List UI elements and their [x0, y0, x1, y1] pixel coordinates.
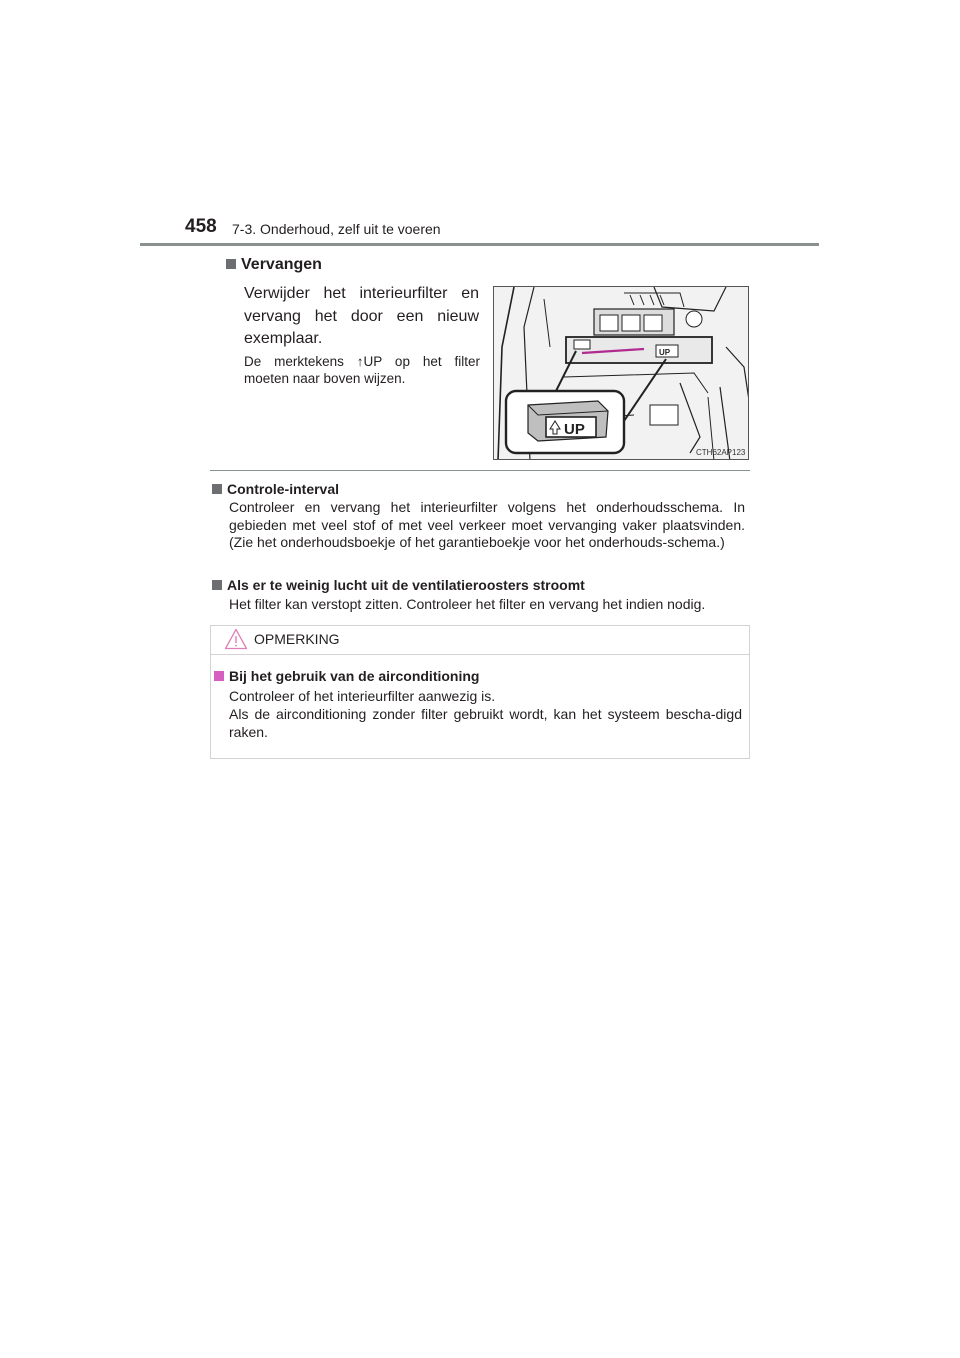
header-rule — [140, 243, 819, 246]
bullet-square-icon — [214, 671, 224, 681]
low-airflow-heading — [212, 577, 585, 593]
cabin-filter-illustration — [493, 286, 749, 460]
warning-triangle-icon — [224, 628, 248, 650]
cabin-filter-drawing — [494, 287, 749, 460]
bullet-square-icon — [212, 580, 222, 590]
bullet-square-icon — [212, 484, 222, 494]
image-code: CTH62AP123 — [696, 448, 746, 457]
check-interval-heading — [212, 481, 339, 497]
notice-heading — [214, 668, 479, 684]
check-interval-body: Controleer en vervang het interieurfilter volgens het onderhoudsschema. In gebieden met veel stof of met veel verkeer moet vervanging vaker plaatsvinden. (Zie het onderhoudsboekje of het garantieboekje voor het onderhouds-schema.) — [229, 499, 745, 550]
page-number: 458 — [185, 216, 217, 237]
low-airflow-heading-text: Als er te weinig lucht uit de ventilatieroosters stroomt — [227, 577, 585, 593]
replace-note: De merktekens ↑UP op het filter moeten naar boven wijzen. — [244, 354, 480, 386]
low-airflow-body: Het filter kan verstopt zitten. Controleer het filter en vervang het indien nodig. — [229, 596, 706, 612]
filter-mark-right: UP — [659, 348, 671, 357]
notice-divider — [210, 654, 750, 655]
bullet-square-icon — [226, 259, 236, 269]
notice-title: OPMERKING — [254, 631, 340, 647]
replace-heading-text: Vervangen — [241, 256, 322, 273]
section-title: 7-3. Onderhoud, zelf uit te voeren — [232, 221, 441, 237]
notice-line-2: Als de airconditioning zonder filter gebruikt wordt, kan het systeem bescha-digd raken. — [229, 706, 742, 740]
check-interval-heading-text: Controle-interval — [227, 481, 340, 497]
section-rule — [210, 470, 750, 471]
replace-heading — [226, 256, 322, 274]
replace-body: Verwijder het interieurfilter en vervang het door een nieuw exemplaar. — [244, 285, 479, 347]
notice-heading-text: Bij het gebruik van de airconditioning — [229, 668, 480, 684]
notice-line-1: Controleer of het interieurfilter aanwezig is. — [229, 688, 496, 704]
callout-up-label: UP — [564, 421, 585, 438]
